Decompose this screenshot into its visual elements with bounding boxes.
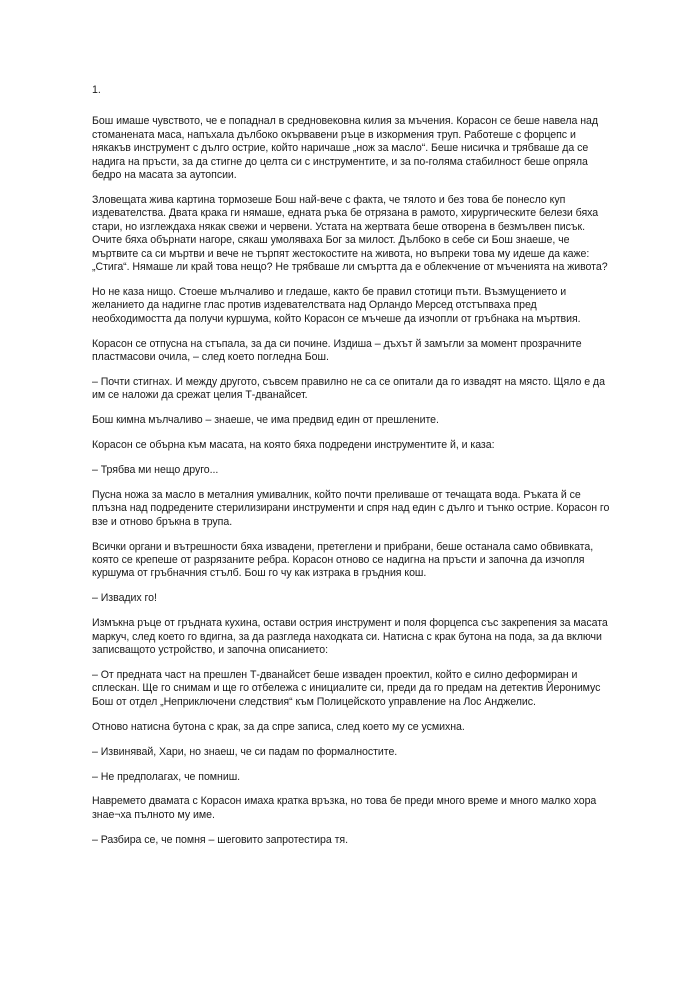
- paragraph-9: Пусна ножа за масло в металния умивалник, който почти преливаше от течащата вода. Ръката й се плъзна над подредените стерилизирани инструменти и спря над един с дълго и тънко острие. Корасон го взе и отново бръкна в трупа.: [92, 488, 610, 528]
- paragraph-13: – От предната част на прешлен Т-дванайсет беше изваден проектил, който е силно деформиран и сплескан. Ще го снимам и ще го отбележа с инициалите си, преди да го предам на детектив Йеронимус Бош от отдел „Неприключени следствия“ към Полицейското управление на Лос Анджелис.: [92, 669, 601, 708]
- paragraph-16: – Не предполагах, че помниш.: [92, 770, 241, 783]
- paragraph-8: – Трябва ми нещо друго...: [92, 464, 219, 477]
- paragraph-14: Отново натисна бутона с крак, за да спре записа, след което му се усмихна.: [92, 720, 465, 733]
- paragraph-18: – Разбира се, че помня – шеговито запротестира тя.: [92, 833, 348, 846]
- paragraph-17: Навремето двамата с Корасон имаха кратка връзка, но това бе преди много време и много малко хора знае¬ха пълното му име.: [92, 795, 597, 821]
- paragraph-1: Бош имаше чувството, че е попаднал в средновековна килия за мъчения. Корасон се беше навела над стоманената маса, напъхала дълбоко окървавени ръце в изкормения труп. Работеше с форцепс и някакъв инструмент с дълго острие, който наричаше „нож за масло“. Беше нисичка и трябваше да се надига на пръсти, за да стигне до целта си с инструментите, и за по-голяма стабилност беше опряла бедро на масата за аутопсии.: [92, 115, 599, 182]
- paragraph-12: Измъкна ръце от гръдната кухина, остави острия инструмент и поля форцепса със закрепения за масата маркуч, след което го вдигна, за да разгледа находката си. Натисна с крак бутона на пода, за да включи записващото устройство, и започна описанието:: [92, 617, 608, 657]
- paragraph-4: Корасон се отпусна на стъпала, за да си почине. Издиша – дъхът й замъгли за момент прозрачните пластмасови очила, – след което погледна Бош.: [92, 337, 582, 363]
- paragraph-7: Корасон се обърна към масата, на която бяха подредени инструментите й, и каза:: [92, 439, 495, 452]
- paragraph-5: – Почти стигнах. И между другото, съвсем правилно не са се опитали да го извадят на място. Щяло е да им се наложи да срежат целия Т-дванайсет.: [92, 375, 605, 402]
- page-content: [92, 84, 614, 859]
- paragraph-3: Но не каза нищо. Стоеше мълчаливо и гледаше, както бе правил стотици пъти. Възмущението и желанието да надигне глас против издевателствата над Орландо Мерсед отстъпваха пред необходимостта да получи куршума, който Корасон се мъчеше да изчопли от гръбнака на мъртвия.: [92, 285, 581, 325]
- chapter-number: 1.: [92, 84, 101, 96]
- paragraph-15: – Извинявай, Хари, но знаеш, че си падам по формалностите.: [92, 745, 398, 758]
- paragraph-10: Всички органи и вътрешности бяха извадени, претеглени и прибрани, беше останала само обвивката, която се крепеше от разрязаните ребра. Корасон отново се надигна на пръсти и започна да изчопля куршума от гръбначния стълб. Бош го чу как изтрака в гръдния кош.: [92, 540, 594, 580]
- paragraph-11: – Извадих го!: [92, 592, 157, 605]
- paragraph-2: Зловещата жива картина тормозеше Бош най-вече с факта, че тялото и без това бе понесло куп издевателства. Двата крака ги нямаше, едната ръка бе отрязана в рамото, хирургическите белези бяха стари, но изглеждаха някак свежи и червени. Устата на жертвата беше отворена в безмълвен писък. Очите бяха обърнати нагоре, сякаш умоляваха Бог за милост. Дълбоко в себе си Бош знаеше, че мъртвите са си мъртви и вече не търпят жестокостите на живота, но въпреки това му идеше да каже: „Стига“. Нямаше ли край това нещо? Не трябваше ли смъртта да е облекчение от мъченията на живота?: [92, 193, 608, 273]
- paragraph-6: Бош кимна мълчаливо – знаеше, че има предвид един от прешлените.: [92, 414, 439, 427]
